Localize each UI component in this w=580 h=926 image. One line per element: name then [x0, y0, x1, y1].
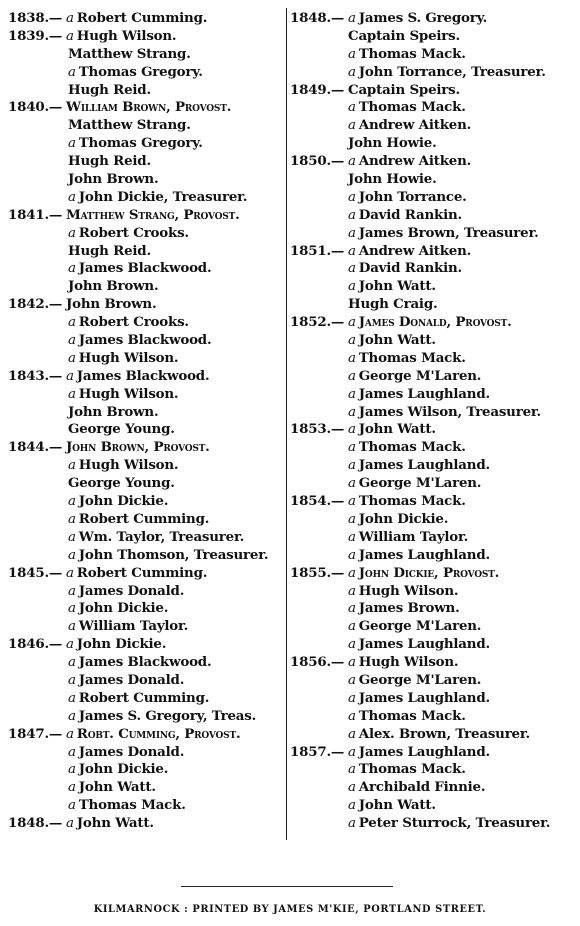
list-item — [8, 296, 286, 314]
list-item — [290, 153, 576, 171]
prefix-marker: a — [348, 154, 356, 170]
list-item — [290, 171, 576, 189]
year-label: 1839.— — [8, 27, 63, 44]
member-name: Andrew Aitken. — [358, 153, 472, 170]
list-item — [8, 189, 286, 207]
prefix-marker: a — [66, 11, 74, 26]
list-item — [8, 815, 286, 833]
prefix-marker: a — [68, 225, 76, 241]
member-name: Archibald Finnie. — [358, 779, 486, 796]
list-item — [290, 243, 576, 261]
member-name: John Brown. — [66, 296, 157, 313]
member-name: James Laughland. — [358, 636, 490, 653]
list-item — [8, 583, 286, 601]
list-item — [8, 636, 286, 654]
member-name: William Taylor. — [358, 528, 469, 545]
member-name: Robert Cumming. — [78, 689, 210, 706]
list-item — [8, 511, 286, 529]
member-name: Thomas Mack. — [358, 349, 466, 366]
prefix-marker: a — [66, 28, 74, 44]
member-name: Hugh Wilson. — [76, 27, 177, 44]
year-label: 1848.— — [290, 10, 345, 26]
list-item — [8, 421, 286, 439]
member-name: John Dickie. — [78, 600, 169, 617]
member-name: John Watt. — [358, 278, 436, 295]
list-item — [8, 565, 286, 583]
prefix-marker: a — [348, 386, 356, 402]
prefix-marker: a — [348, 404, 356, 420]
prefix-marker: a — [68, 511, 76, 527]
member-name: Thomas Gregory. — [78, 135, 203, 152]
prefix-marker: a — [348, 440, 356, 456]
list-item — [290, 314, 576, 332]
list-item — [290, 797, 576, 815]
list-item — [8, 135, 286, 153]
member-name: Andrew Aitken. — [358, 242, 472, 259]
list-item — [8, 82, 286, 100]
prefix-marker: a — [68, 672, 76, 688]
member-name: John Dickie. — [358, 510, 449, 527]
member-name: David Rankin. — [358, 206, 462, 223]
list-item — [8, 690, 286, 708]
year-label: 1843.— — [8, 367, 63, 384]
member-name: Hugh Craig. — [348, 296, 438, 313]
list-item — [8, 779, 286, 797]
member-name: John Dickie. — [78, 493, 169, 510]
list-item — [290, 672, 576, 690]
member-name: Robert Cumming. — [78, 510, 210, 527]
left-column — [8, 10, 286, 833]
member-name: Robt. Cumming, Provost. — [76, 725, 241, 742]
member-name: Robert Crooks. — [78, 224, 189, 241]
member-name: John Brown. — [68, 171, 159, 188]
prefix-marker: a — [68, 708, 76, 724]
member-name: John Dickie. — [78, 761, 169, 778]
list-item — [8, 404, 286, 422]
member-name: John Torrance, Treasurer. — [358, 63, 546, 80]
member-name: John Dickie. — [76, 636, 167, 653]
member-name: Matthew Strang. — [68, 117, 191, 134]
list-item — [290, 64, 576, 82]
member-name: Andrew Aitken. — [358, 117, 472, 134]
printer-imprint: KILMARNOCK : PRINTED BY JAMES M'KIE, PORTLAND STREET. — [93, 904, 487, 915]
year-label: 1841.— — [8, 206, 63, 223]
member-name: George M'Laren. — [358, 671, 482, 688]
list-item — [290, 278, 576, 296]
prefix-marker: a — [348, 476, 356, 492]
member-name: George M'Laren. — [358, 367, 482, 384]
list-item — [290, 386, 576, 404]
prefix-marker: a — [348, 64, 356, 80]
member-name: John Watt. — [76, 815, 154, 832]
list-item — [290, 439, 576, 457]
member-name: James Laughland. — [358, 457, 490, 474]
list-item — [290, 815, 576, 833]
prefix-marker: a — [348, 422, 356, 438]
prefix-marker: a — [68, 762, 76, 778]
prefix-marker: a — [68, 798, 76, 814]
member-name: Hugh Reid. — [68, 81, 151, 98]
member-name: John Brown. — [68, 403, 159, 420]
list-item — [8, 153, 286, 171]
member-name: John Watt. — [358, 797, 436, 814]
year-label: 1852.— — [290, 314, 345, 331]
member-name: John Watt. — [78, 779, 156, 796]
prefix-marker: a — [68, 189, 76, 205]
list-item — [8, 28, 286, 46]
list-item — [8, 64, 286, 82]
prefix-marker: a — [348, 637, 356, 653]
list-item — [290, 600, 576, 618]
year-label: 1855.— — [290, 564, 345, 581]
year-label: 1844.— — [8, 439, 63, 456]
list-item — [8, 618, 286, 636]
member-name: John Brown. — [68, 278, 159, 295]
member-name: Thomas Mack. — [358, 99, 466, 116]
prefix-marker: a — [68, 583, 76, 599]
prefix-marker: a — [348, 511, 356, 527]
year-label: 1840.— — [8, 99, 63, 116]
member-name: George M'Laren. — [358, 618, 482, 635]
list-item — [290, 28, 576, 46]
list-item — [290, 99, 576, 117]
prefix-marker: a — [348, 243, 356, 259]
prefix-marker: a — [348, 189, 356, 205]
list-item — [8, 654, 286, 672]
member-name: Hugh Wilson. — [358, 654, 459, 671]
list-item — [8, 529, 286, 547]
list-item — [290, 296, 576, 314]
member-name: Peter Sturrock, Treasurer. — [358, 815, 551, 832]
list-item — [290, 636, 576, 654]
list-item — [290, 46, 576, 64]
member-name: James Blackwood. — [78, 260, 212, 277]
member-name: James Brown, Treasurer. — [358, 224, 539, 241]
list-item — [290, 547, 576, 565]
year-label: 1849.— — [290, 81, 345, 98]
member-name: John Watt. — [358, 332, 436, 349]
member-name: Thomas Mack. — [358, 761, 466, 778]
prefix-marker: a — [68, 458, 76, 474]
prefix-marker: a — [348, 565, 356, 581]
prefix-marker: a — [348, 207, 356, 223]
list-item — [8, 314, 286, 332]
member-name: Hugh Reid. — [68, 242, 151, 259]
right-column — [290, 10, 576, 833]
prefix-marker: a — [66, 637, 74, 653]
prefix-marker: a — [348, 547, 356, 563]
list-item — [290, 225, 576, 243]
prefix-marker: a — [68, 780, 76, 796]
list-item — [8, 547, 286, 565]
member-name: John Howie. — [348, 171, 437, 188]
member-name: John Howie. — [348, 135, 437, 152]
year-label: 1846.— — [8, 636, 63, 653]
member-name: William Taylor. — [78, 618, 189, 635]
prefix-marker: a — [68, 494, 76, 510]
member-name: Thomas Mack. — [78, 797, 186, 814]
prefix-marker: a — [348, 46, 356, 62]
prefix-marker: a — [66, 726, 74, 742]
list-item — [8, 368, 286, 386]
member-name: Robert Crooks. — [78, 314, 189, 331]
member-name: Matthew Strang, Provost. — [66, 206, 240, 223]
list-item — [8, 386, 286, 404]
member-name: Captain Speirs. — [348, 81, 460, 98]
list-item — [290, 207, 576, 225]
prefix-marker: a — [68, 350, 76, 366]
member-name: Thomas Mack. — [358, 439, 466, 456]
member-name: James S. Gregory, Treas. — [78, 707, 257, 724]
list-item — [290, 350, 576, 368]
list-item — [8, 350, 286, 368]
list-item — [8, 457, 286, 475]
member-name: Hugh Wilson. — [78, 457, 179, 474]
member-name: James Brown. — [358, 600, 460, 617]
member-name: Thomas Gregory. — [78, 63, 203, 80]
list-item — [290, 117, 576, 135]
member-name: James Laughland. — [358, 385, 490, 402]
list-item — [8, 46, 286, 64]
member-name: James Laughland. — [358, 689, 490, 706]
member-name: William Brown, Provost. — [66, 99, 232, 116]
prefix-marker: a — [348, 529, 356, 545]
member-name: David Rankin. — [358, 260, 462, 277]
prefix-marker: a — [348, 333, 356, 349]
list-item — [290, 260, 576, 278]
list-item — [290, 493, 576, 511]
list-item — [290, 475, 576, 493]
prefix-marker: a — [348, 350, 356, 366]
member-name: John Watt. — [358, 421, 436, 438]
member-name: Matthew Strang. — [68, 45, 191, 62]
prefix-marker: a — [348, 744, 356, 760]
prefix-marker: a — [348, 100, 356, 116]
member-name: James S. Gregory. — [358, 10, 488, 26]
prefix-marker: a — [68, 261, 76, 277]
prefix-marker: a — [348, 601, 356, 617]
member-name: James Blackwood. — [78, 654, 212, 671]
list-item — [8, 10, 286, 28]
prefix-marker: a — [68, 136, 76, 152]
member-name: James Donald, Provost. — [358, 314, 512, 331]
list-item — [8, 708, 286, 726]
member-name: George M'Laren. — [358, 475, 482, 492]
prefix-marker: a — [68, 529, 76, 545]
member-name: George Young. — [68, 421, 175, 438]
list-item — [8, 278, 286, 296]
list-item — [290, 368, 576, 386]
column-divider — [286, 8, 287, 840]
member-name: James Laughland. — [358, 743, 490, 760]
list-item — [8, 761, 286, 779]
year-label: 1851.— — [290, 242, 345, 259]
year-label: 1847.— — [8, 725, 63, 742]
list-item — [290, 421, 576, 439]
member-name: James Blackwood. — [76, 367, 210, 384]
list-item — [290, 457, 576, 475]
year-label: 1848.— — [8, 815, 63, 832]
list-item — [8, 726, 286, 744]
prefix-marker: a — [68, 333, 76, 349]
prefix-marker: a — [348, 118, 356, 134]
member-name: Wm. Taylor, Treasurer. — [78, 528, 245, 545]
member-name: James Blackwood. — [78, 332, 212, 349]
list-item — [290, 529, 576, 547]
list-item — [290, 761, 576, 779]
list-item — [8, 744, 286, 762]
list-item — [8, 99, 286, 117]
prefix-marker: a — [68, 655, 76, 671]
prefix-marker: a — [66, 816, 74, 832]
prefix-marker: a — [348, 279, 356, 295]
prefix-marker: a — [68, 690, 76, 706]
prefix-marker: a — [68, 744, 76, 760]
member-name: John Torrance. — [358, 188, 467, 205]
member-name: Hugh Wilson. — [358, 582, 459, 599]
list-item — [290, 708, 576, 726]
prefix-marker: a — [348, 726, 356, 742]
member-name: Hugh Wilson. — [78, 349, 179, 366]
prefix-marker: a — [348, 780, 356, 796]
list-item — [290, 511, 576, 529]
member-name: James Donald. — [78, 743, 185, 760]
footer-rule — [181, 886, 393, 887]
prefix-marker: a — [348, 583, 356, 599]
list-item — [8, 600, 286, 618]
member-name: Robert Cumming. — [76, 564, 208, 581]
prefix-marker: a — [348, 619, 356, 635]
list-item — [8, 493, 286, 511]
prefix-marker: a — [348, 798, 356, 814]
list-item — [290, 654, 576, 672]
list-item — [8, 243, 286, 261]
year-label: 1854.— — [290, 493, 345, 510]
list-item — [8, 439, 286, 457]
list-item — [290, 10, 576, 28]
prefix-marker: a — [68, 386, 76, 402]
prefix-marker: a — [348, 690, 356, 706]
prefix-marker: a — [66, 368, 74, 384]
list-item — [8, 171, 286, 189]
prefix-marker: a — [348, 368, 356, 384]
list-item — [290, 726, 576, 744]
prefix-marker: a — [348, 708, 356, 724]
prefix-marker: a — [68, 601, 76, 617]
member-name: John Dickie, Treasurer. — [78, 188, 248, 205]
prefix-marker: a — [348, 672, 356, 688]
list-item — [8, 225, 286, 243]
year-label: 1845.— — [8, 564, 63, 581]
list-item — [8, 117, 286, 135]
prefix-marker: a — [68, 315, 76, 331]
list-item — [290, 744, 576, 762]
list-item — [290, 565, 576, 583]
prefix-marker: a — [66, 565, 74, 581]
year-label: 1842.— — [8, 296, 63, 313]
member-name: Thomas Mack. — [358, 45, 466, 62]
member-name: John Dickie, Provost. — [358, 564, 500, 581]
year-label: 1857.— — [290, 743, 345, 760]
list-item — [290, 404, 576, 422]
list-item — [290, 189, 576, 207]
list-item — [8, 332, 286, 350]
prefix-marker: a — [348, 816, 356, 832]
prefix-marker: a — [348, 458, 356, 474]
prefix-marker: a — [348, 225, 356, 241]
member-name: Thomas Mack. — [358, 493, 466, 510]
prefix-marker: a — [348, 261, 356, 277]
prefix-marker: a — [348, 11, 356, 26]
member-name: John Brown, Provost. — [66, 439, 210, 456]
member-name: James Donald. — [78, 582, 185, 599]
prefix-marker: a — [68, 619, 76, 635]
member-name: Alex. Brown, Treasurer. — [358, 725, 530, 742]
list-item — [290, 690, 576, 708]
list-item — [8, 207, 286, 225]
list-item — [290, 779, 576, 797]
list-item — [290, 135, 576, 153]
list-item — [8, 260, 286, 278]
list-item — [8, 797, 286, 815]
year-label: 1838.— — [8, 10, 63, 26]
list-item — [8, 475, 286, 493]
prefix-marker: a — [348, 315, 356, 331]
prefix-marker: a — [68, 64, 76, 80]
member-name: George Young. — [68, 475, 175, 492]
list-item — [290, 332, 576, 350]
member-name: Captain Speirs. — [348, 27, 460, 44]
year-label: 1853.— — [290, 421, 345, 438]
prefix-marker: a — [348, 494, 356, 510]
member-name: James Wilson, Treasurer. — [358, 403, 541, 420]
list-item — [290, 618, 576, 636]
member-name: Hugh Wilson. — [78, 385, 179, 402]
member-name: Robert Cumming. — [76, 10, 208, 26]
prefix-marker: a — [348, 655, 356, 671]
prefix-marker: a — [348, 762, 356, 778]
list-item — [290, 82, 576, 100]
year-label: 1856.— — [290, 654, 345, 671]
member-name: Thomas Mack. — [358, 707, 466, 724]
member-name: Hugh Reid. — [68, 153, 151, 170]
prefix-marker: a — [68, 547, 76, 563]
list-item — [8, 672, 286, 690]
member-name: John Thomson, Treasurer. — [78, 546, 269, 563]
member-name: James Laughland. — [358, 546, 490, 563]
member-name: James Donald. — [78, 671, 185, 688]
year-label: 1850.— — [290, 153, 345, 170]
list-item — [290, 583, 576, 601]
